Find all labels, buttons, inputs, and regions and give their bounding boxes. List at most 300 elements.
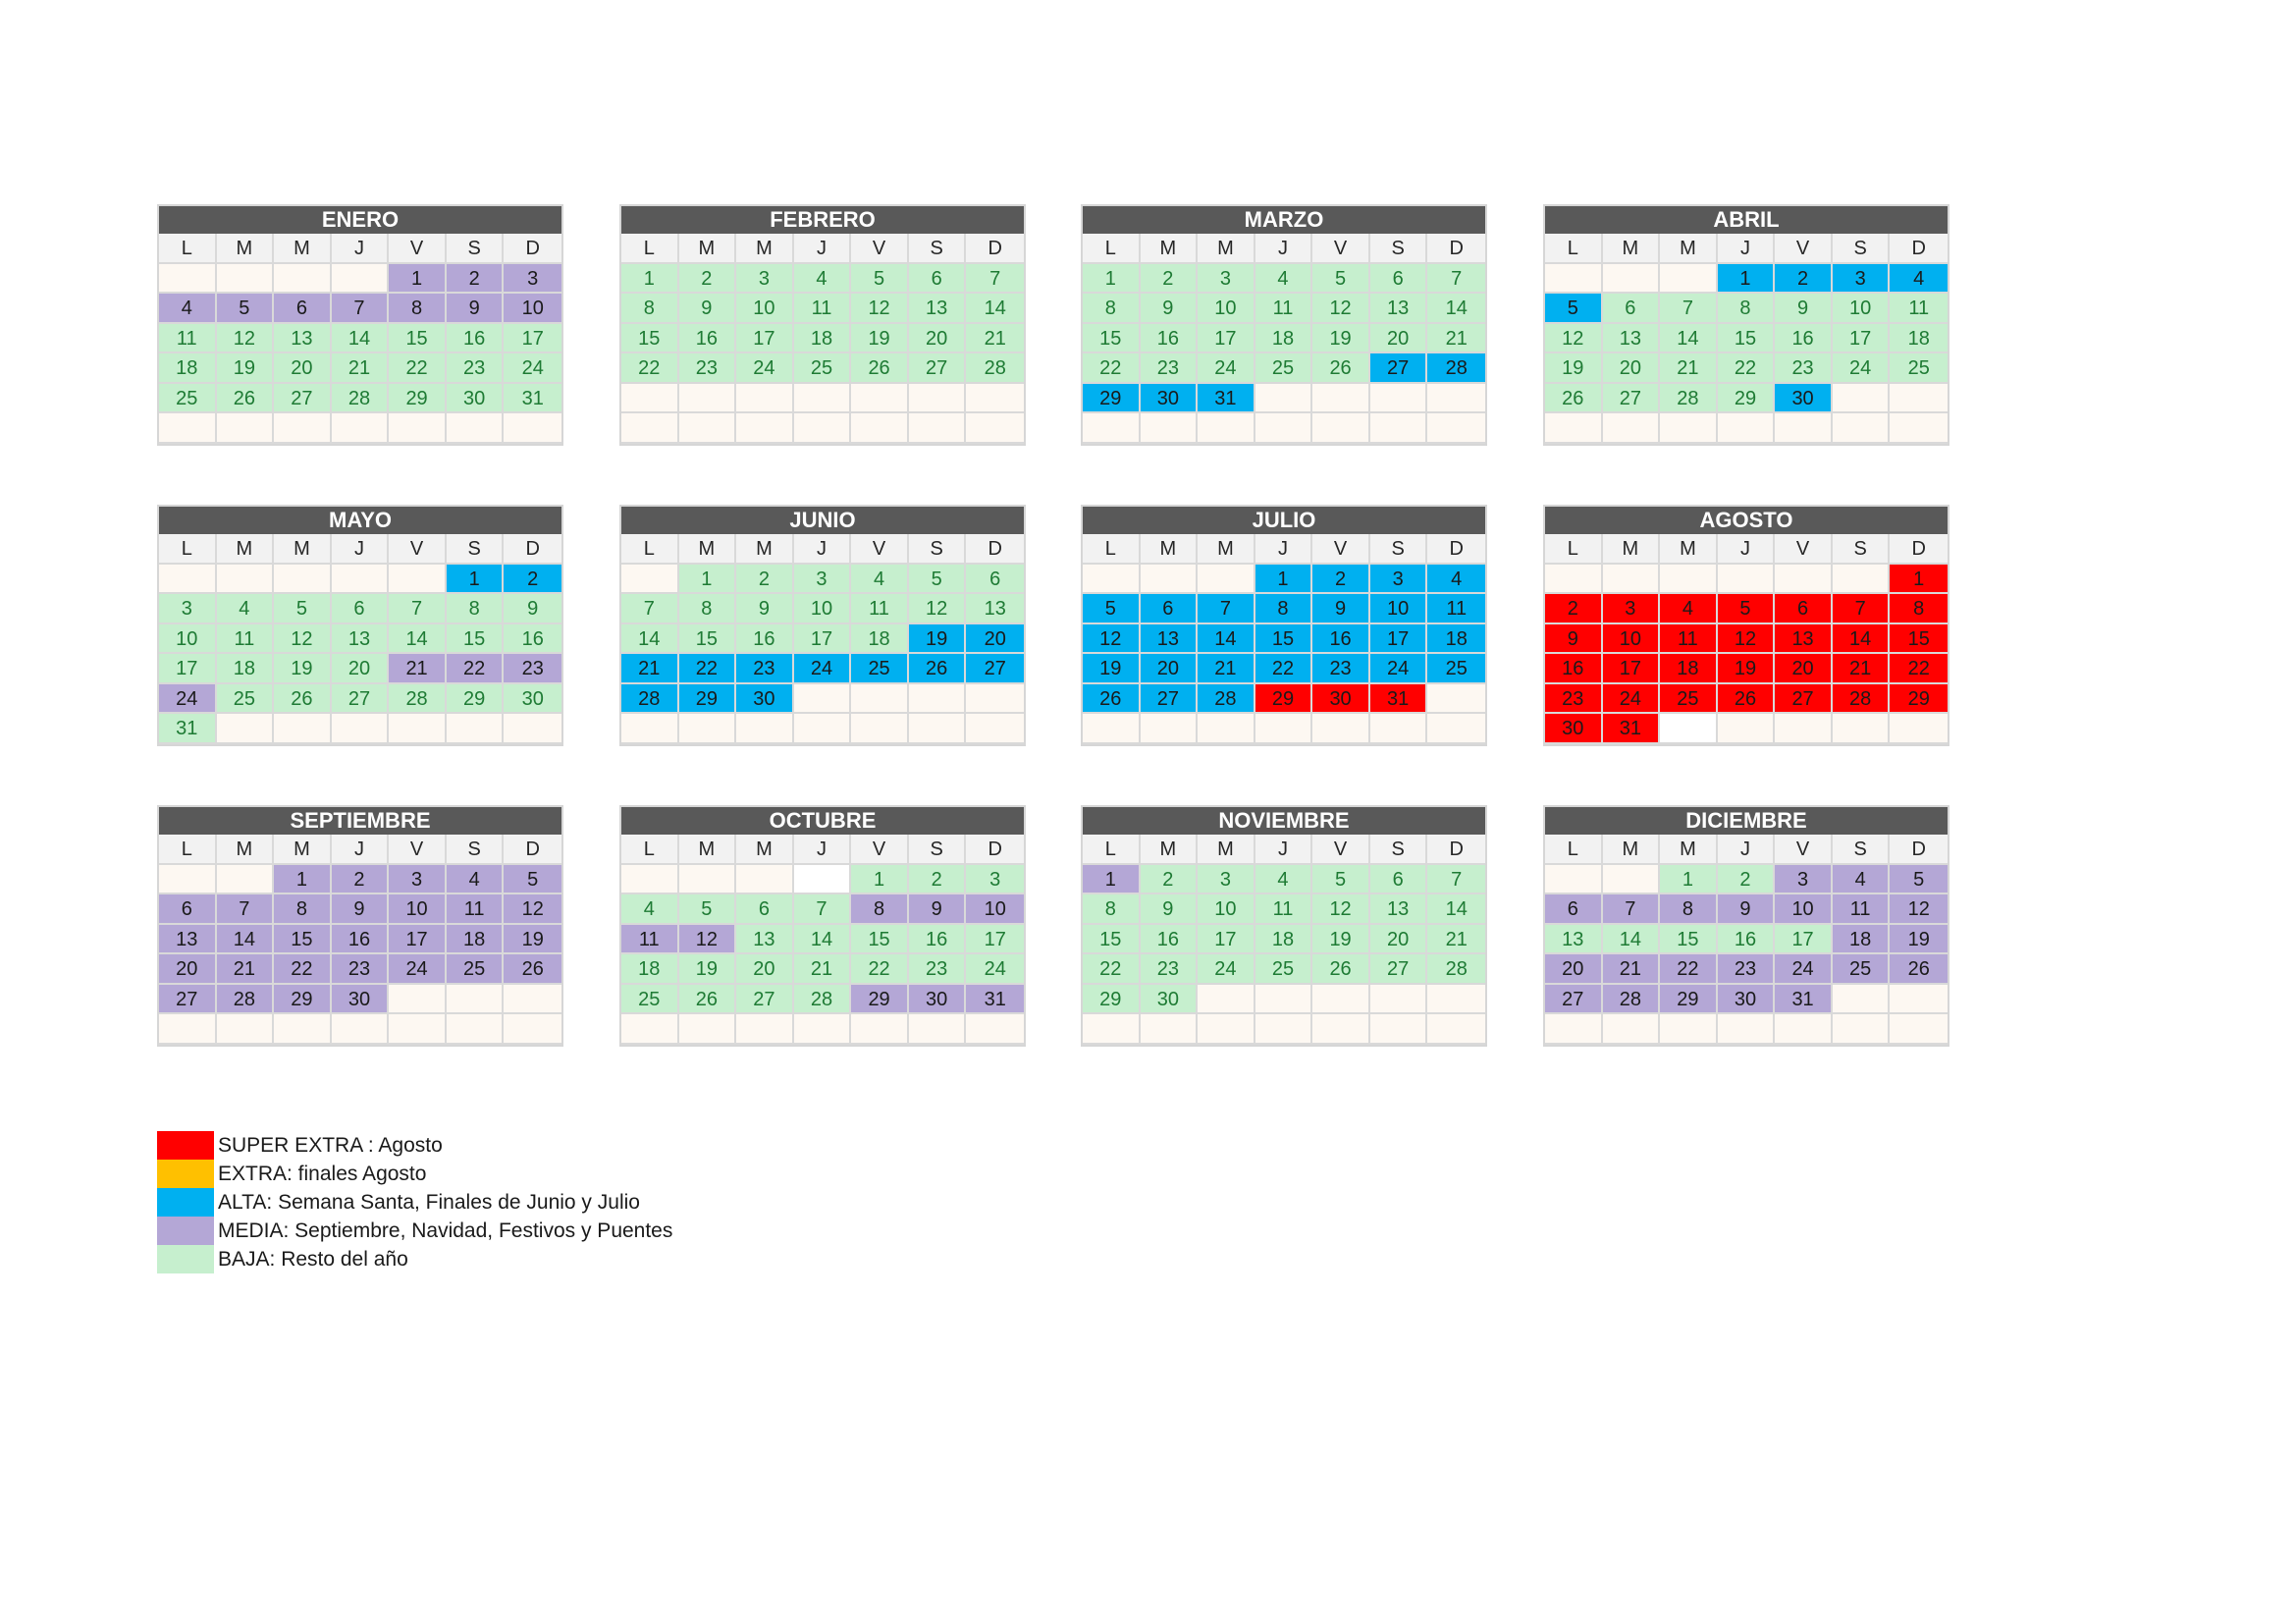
day-cell: 23: [332, 954, 390, 985]
empty-cell: [794, 384, 852, 414]
empty-cell: [332, 413, 390, 444]
empty-cell: [1427, 714, 1485, 744]
empty-cell: [1312, 413, 1370, 444]
empty-cell: [1141, 413, 1199, 444]
legend-label: EXTRA: finales Agosto: [218, 1162, 427, 1185]
day-cell: 21: [1833, 654, 1891, 684]
day-cell: 22: [1255, 654, 1313, 684]
day-cell: 5: [217, 294, 275, 324]
day-cell: 10: [1198, 294, 1255, 324]
month-abril: [1543, 204, 1949, 446]
weekday-header: M: [736, 835, 794, 865]
empty-cell: [736, 714, 794, 744]
day-cell: 9: [1775, 294, 1833, 324]
empty-cell: [1660, 714, 1718, 744]
weekday-header: V: [851, 234, 909, 264]
day-cell: 12: [1890, 894, 1948, 925]
day-cell: 8: [1718, 294, 1776, 324]
empty-cell: [389, 985, 447, 1015]
day-cell: 4: [447, 865, 505, 895]
day-cell: 9: [1718, 894, 1776, 925]
day-cell: 9: [1545, 624, 1603, 655]
weekday-header: V: [1775, 835, 1833, 865]
day-cell: 30: [504, 684, 561, 715]
legend-swatch: [157, 1131, 214, 1160]
day-cell: 31: [966, 985, 1024, 1015]
empty-cell: [217, 264, 275, 295]
legend-label: SUPER EXTRA : Agosto: [218, 1133, 443, 1157]
weekday-header: S: [1833, 234, 1891, 264]
day-cell: 2: [332, 865, 390, 895]
day-cell: 16: [1545, 654, 1603, 684]
day-cell: 21: [332, 353, 390, 384]
day-cell: 23: [679, 353, 737, 384]
empty-cell: [1370, 413, 1428, 444]
day-cell: 27: [332, 684, 390, 715]
day-cell: 2: [1718, 865, 1776, 895]
day-cell: 20: [1603, 353, 1661, 384]
day-cell: 18: [1255, 324, 1313, 354]
empty-cell: [159, 865, 217, 895]
day-cell: 17: [1198, 324, 1255, 354]
day-cell: 10: [736, 294, 794, 324]
day-cell: 11: [1833, 894, 1891, 925]
empty-cell: [1718, 413, 1776, 444]
day-cell: 20: [909, 324, 967, 354]
empty-cell: [1427, 413, 1485, 444]
day-cell: 3: [1198, 264, 1255, 295]
day-cell: 7: [1198, 594, 1255, 624]
empty-cell: [1427, 1014, 1485, 1045]
day-cell: 28: [332, 384, 390, 414]
empty-cell: [274, 714, 332, 744]
day-cell: 17: [389, 925, 447, 955]
empty-cell: [794, 865, 852, 895]
day-cell: 7: [794, 894, 852, 925]
empty-cell: [1775, 413, 1833, 444]
weekday-header: D: [1890, 534, 1948, 565]
day-cell: 16: [1141, 925, 1199, 955]
weekday-header: M: [1660, 234, 1718, 264]
month-title: NOVIEMBRE: [1083, 807, 1485, 835]
empty-cell: [851, 384, 909, 414]
empty-cell: [1775, 1014, 1833, 1045]
empty-cell: [159, 413, 217, 444]
weekday-header: M: [1141, 835, 1199, 865]
day-cell: 7: [1603, 894, 1661, 925]
day-cell: 10: [504, 294, 561, 324]
day-cell: 28: [217, 985, 275, 1015]
empty-cell: [1718, 714, 1776, 744]
day-cell: 24: [159, 684, 217, 715]
empty-cell: [909, 714, 967, 744]
day-cell: 28: [794, 985, 852, 1015]
empty-cell: [447, 1014, 505, 1045]
weekday-header: M: [1603, 234, 1661, 264]
empty-cell: [1255, 1014, 1313, 1045]
day-cell: 20: [274, 353, 332, 384]
empty-cell: [504, 985, 561, 1015]
month-octubre: [619, 805, 1026, 1047]
empty-cell: [1198, 1014, 1255, 1045]
day-cell: 5: [679, 894, 737, 925]
day-cell: 18: [447, 925, 505, 955]
day-cell: 5: [1312, 264, 1370, 295]
day-cell: 23: [504, 654, 561, 684]
day-cell: 27: [1141, 684, 1199, 715]
day-cell: 1: [679, 565, 737, 595]
day-cell: 3: [1603, 594, 1661, 624]
weekday-header: D: [504, 234, 561, 264]
day-cell: 16: [736, 624, 794, 655]
weekday-header: D: [966, 835, 1024, 865]
weekday-header: V: [389, 835, 447, 865]
day-cell: 6: [1370, 264, 1428, 295]
day-cell: 11: [621, 925, 679, 955]
day-cell: 15: [679, 624, 737, 655]
day-cell: 3: [736, 264, 794, 295]
day-cell: 16: [1775, 324, 1833, 354]
day-cell: 3: [1833, 264, 1891, 295]
day-cell: 29: [447, 684, 505, 715]
day-cell: 26: [274, 684, 332, 715]
day-cell: 12: [1312, 894, 1370, 925]
day-cell: 1: [1083, 264, 1141, 295]
day-cell: 13: [966, 594, 1024, 624]
empty-cell: [736, 384, 794, 414]
empty-cell: [217, 865, 275, 895]
day-cell: 21: [1660, 353, 1718, 384]
day-cell: 9: [447, 294, 505, 324]
empty-cell: [1660, 1014, 1718, 1045]
weekday-header: M: [1660, 534, 1718, 565]
weekday-header: M: [679, 835, 737, 865]
day-cell: 18: [217, 654, 275, 684]
day-cell: 24: [736, 353, 794, 384]
day-cell: 31: [1603, 714, 1661, 744]
empty-cell: [504, 1014, 561, 1045]
weekday-header: J: [332, 835, 390, 865]
empty-cell: [159, 264, 217, 295]
day-cell: 2: [447, 264, 505, 295]
day-cell: 6: [909, 264, 967, 295]
empty-cell: [1890, 384, 1948, 414]
empty-cell: [966, 1014, 1024, 1045]
day-cell: 6: [966, 565, 1024, 595]
month-agosto: [1543, 505, 1949, 746]
weekday-header: J: [1718, 534, 1776, 565]
empty-cell: [389, 413, 447, 444]
weekday-header: V: [851, 835, 909, 865]
day-cell: 27: [1603, 384, 1661, 414]
month-grid: [159, 835, 561, 1045]
empty-cell: [1545, 865, 1603, 895]
day-cell: 2: [1141, 865, 1199, 895]
weekday-header: V: [1312, 835, 1370, 865]
day-cell: 2: [1141, 264, 1199, 295]
empty-cell: [1660, 413, 1718, 444]
day-cell: 2: [504, 565, 561, 595]
day-cell: 13: [1370, 894, 1428, 925]
empty-cell: [1775, 565, 1833, 595]
day-cell: 14: [1198, 624, 1255, 655]
month-junio: [619, 505, 1026, 746]
empty-cell: [621, 565, 679, 595]
weekday-header: D: [1427, 534, 1485, 565]
day-cell: 8: [1255, 594, 1313, 624]
day-cell: 10: [966, 894, 1024, 925]
empty-cell: [274, 413, 332, 444]
weekday-header: L: [1545, 835, 1603, 865]
day-cell: 22: [1660, 954, 1718, 985]
day-cell: 25: [851, 654, 909, 684]
day-cell: 21: [389, 654, 447, 684]
day-cell: 17: [966, 925, 1024, 955]
day-cell: 11: [1255, 294, 1313, 324]
empty-cell: [504, 714, 561, 744]
day-cell: 27: [1775, 684, 1833, 715]
month-title: OCTUBRE: [621, 807, 1024, 835]
day-cell: 13: [909, 294, 967, 324]
empty-cell: [851, 684, 909, 715]
day-cell: 1: [1660, 865, 1718, 895]
day-cell: 13: [332, 624, 390, 655]
day-cell: 8: [447, 594, 505, 624]
day-cell: 9: [332, 894, 390, 925]
day-cell: 10: [159, 624, 217, 655]
empty-cell: [679, 714, 737, 744]
day-cell: 8: [679, 594, 737, 624]
day-cell: 21: [217, 954, 275, 985]
day-cell: 20: [1141, 654, 1199, 684]
empty-cell: [1833, 384, 1891, 414]
empty-cell: [1833, 565, 1891, 595]
day-cell: 13: [1141, 624, 1199, 655]
day-cell: 23: [736, 654, 794, 684]
day-cell: 9: [1141, 294, 1199, 324]
empty-cell: [389, 714, 447, 744]
day-cell: 9: [1312, 594, 1370, 624]
day-cell: 19: [679, 954, 737, 985]
empty-cell: [1141, 1014, 1199, 1045]
weekday-header: D: [966, 534, 1024, 565]
day-cell: 8: [389, 294, 447, 324]
day-cell: 21: [1427, 925, 1485, 955]
weekday-header: M: [736, 534, 794, 565]
weekday-header: L: [159, 534, 217, 565]
legend-item-extra: [157, 1160, 672, 1188]
day-cell: 14: [1660, 324, 1718, 354]
day-cell: 28: [1833, 684, 1891, 715]
empty-cell: [159, 1014, 217, 1045]
day-cell: 7: [1833, 594, 1891, 624]
day-cell: 12: [851, 294, 909, 324]
month-grid: [1545, 234, 1948, 444]
day-cell: 13: [1545, 925, 1603, 955]
day-cell: 27: [909, 353, 967, 384]
day-cell: 24: [1603, 684, 1661, 715]
day-cell: 22: [621, 353, 679, 384]
weekday-header: D: [1890, 234, 1948, 264]
day-cell: 29: [1083, 384, 1141, 414]
empty-cell: [1427, 985, 1485, 1015]
empty-cell: [851, 1014, 909, 1045]
day-cell: 24: [389, 954, 447, 985]
day-cell: 27: [966, 654, 1024, 684]
weekday-header: S: [447, 234, 505, 264]
day-cell: 20: [1775, 654, 1833, 684]
day-cell: 23: [1718, 954, 1776, 985]
weekday-header: M: [1198, 534, 1255, 565]
empty-cell: [1141, 565, 1199, 595]
day-cell: 29: [274, 985, 332, 1015]
month-title: DICIEMBRE: [1545, 807, 1948, 835]
empty-cell: [217, 1014, 275, 1045]
weekday-header: S: [1833, 534, 1891, 565]
day-cell: 14: [217, 925, 275, 955]
month-febrero: [619, 204, 1026, 446]
day-cell: 18: [621, 954, 679, 985]
day-cell: 8: [1083, 294, 1141, 324]
weekday-header: V: [1312, 234, 1370, 264]
day-cell: 14: [1427, 294, 1485, 324]
day-cell: 23: [909, 954, 967, 985]
day-cell: 12: [1312, 294, 1370, 324]
day-cell: 14: [794, 925, 852, 955]
empty-cell: [966, 714, 1024, 744]
weekday-header: J: [332, 534, 390, 565]
day-cell: 1: [1255, 565, 1313, 595]
day-cell: 25: [1427, 654, 1485, 684]
month-mayo: [157, 505, 563, 746]
empty-cell: [736, 1014, 794, 1045]
weekday-header: S: [1370, 234, 1428, 264]
day-cell: 1: [389, 264, 447, 295]
empty-cell: [621, 865, 679, 895]
day-cell: 19: [504, 925, 561, 955]
weekday-header: M: [274, 234, 332, 264]
day-cell: 25: [447, 954, 505, 985]
empty-cell: [1255, 384, 1313, 414]
day-cell: 23: [1545, 684, 1603, 715]
day-cell: 14: [1833, 624, 1891, 655]
day-cell: 10: [1833, 294, 1891, 324]
day-cell: 16: [909, 925, 967, 955]
empty-cell: [1545, 565, 1603, 595]
day-cell: 9: [504, 594, 561, 624]
day-cell: 12: [1718, 624, 1776, 655]
month-grid: [159, 534, 561, 744]
day-cell: 31: [1370, 684, 1428, 715]
weekday-header: V: [851, 534, 909, 565]
empty-cell: [909, 684, 967, 715]
empty-cell: [1890, 1014, 1948, 1045]
day-cell: 13: [1775, 624, 1833, 655]
month-septiembre: [157, 805, 563, 1047]
day-cell: 18: [1255, 925, 1313, 955]
day-cell: 4: [1660, 594, 1718, 624]
empty-cell: [504, 413, 561, 444]
weekday-header: L: [621, 835, 679, 865]
day-cell: 25: [1660, 684, 1718, 715]
day-cell: 30: [736, 684, 794, 715]
empty-cell: [1198, 985, 1255, 1015]
month-marzo: [1081, 204, 1487, 446]
empty-cell: [909, 413, 967, 444]
day-cell: 5: [1312, 865, 1370, 895]
day-cell: 5: [1545, 294, 1603, 324]
day-cell: 5: [274, 594, 332, 624]
weekday-header: M: [274, 534, 332, 565]
weekday-header: M: [1198, 234, 1255, 264]
day-cell: 3: [1775, 865, 1833, 895]
day-cell: 26: [1545, 384, 1603, 414]
day-cell: 15: [447, 624, 505, 655]
day-cell: 17: [159, 654, 217, 684]
weekday-header: M: [679, 534, 737, 565]
empty-cell: [1427, 684, 1485, 715]
day-cell: 5: [851, 264, 909, 295]
weekday-header: S: [909, 534, 967, 565]
month-title: AGOSTO: [1545, 507, 1948, 534]
month-title: ABRIL: [1545, 206, 1948, 234]
day-cell: 9: [736, 594, 794, 624]
day-cell: 4: [794, 264, 852, 295]
day-cell: 27: [736, 985, 794, 1015]
day-cell: 22: [1083, 954, 1141, 985]
day-cell: 17: [1775, 925, 1833, 955]
day-cell: 29: [389, 384, 447, 414]
weekday-header: L: [1083, 234, 1141, 264]
day-cell: 21: [966, 324, 1024, 354]
day-cell: 30: [1141, 384, 1199, 414]
day-cell: 31: [159, 714, 217, 744]
day-cell: 1: [447, 565, 505, 595]
day-cell: 19: [274, 654, 332, 684]
empty-cell: [794, 684, 852, 715]
day-cell: 3: [1370, 565, 1428, 595]
weekday-header: V: [1312, 534, 1370, 565]
weekday-header: L: [621, 234, 679, 264]
empty-cell: [447, 714, 505, 744]
empty-cell: [1545, 413, 1603, 444]
day-cell: 25: [1255, 954, 1313, 985]
day-cell: 8: [1890, 594, 1948, 624]
day-cell: 21: [794, 954, 852, 985]
day-cell: 30: [447, 384, 505, 414]
day-cell: 7: [389, 594, 447, 624]
empty-cell: [909, 1014, 967, 1045]
empty-cell: [1198, 413, 1255, 444]
weekday-header: S: [1370, 835, 1428, 865]
empty-cell: [332, 565, 390, 595]
empty-cell: [274, 264, 332, 295]
day-cell: 18: [1890, 324, 1948, 354]
day-cell: 12: [1545, 324, 1603, 354]
day-cell: 19: [1312, 925, 1370, 955]
weekday-header: J: [1255, 534, 1313, 565]
day-cell: 17: [1833, 324, 1891, 354]
day-cell: 10: [1370, 594, 1428, 624]
day-cell: 11: [159, 324, 217, 354]
day-cell: 8: [274, 894, 332, 925]
weekday-header: D: [1890, 835, 1948, 865]
day-cell: 15: [389, 324, 447, 354]
day-cell: 5: [909, 565, 967, 595]
empty-cell: [1083, 565, 1141, 595]
day-cell: 24: [1370, 654, 1428, 684]
weekday-header: J: [794, 534, 852, 565]
